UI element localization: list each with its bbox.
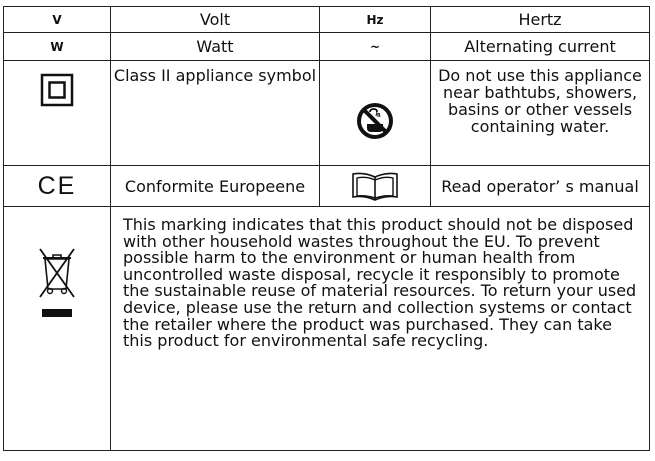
- open-book-icon: [350, 170, 400, 202]
- table-row: [4, 207, 650, 451]
- class2-icon-cell: [4, 61, 111, 166]
- weee-paragraph: This marking indicates that this product should not be disposed with other household wastes throughout the EU. To prevent possible harm to the environment or human health from uncontrolled waste disposal, recycle it responsibly to promote the sustainable reuse of material resources. To return your used device, please use the return and collection systems or contact the retailer where the product was purchased. They can take this product for environmental safe recycling.: [111, 207, 650, 451]
- manual-label: Read operator’ s manual: [431, 166, 650, 207]
- class2-label: Class II appliance symbol: [111, 61, 320, 166]
- hertz-symbol: Hz: [320, 7, 431, 33]
- ce-mark: CE: [37, 171, 77, 200]
- table-row: [4, 61, 650, 166]
- no-water-icon-cell: [320, 61, 431, 166]
- crossed-bin-icon: [37, 245, 77, 321]
- watt-label: Watt: [111, 33, 320, 61]
- ce-icon-cell: [4, 166, 111, 207]
- table-row: [4, 7, 650, 33]
- watt-symbol: W: [4, 33, 111, 61]
- table-row: [4, 166, 650, 207]
- table-row: [4, 33, 650, 61]
- weee-icon-cell: [4, 207, 111, 451]
- volt-symbol: V: [4, 7, 111, 33]
- symbols-table: [3, 6, 650, 451]
- no-water-label: Do not use this appliance near bathtubs, showers, basins or other vessels containing water.: [431, 61, 650, 166]
- double-square-icon: [40, 73, 74, 107]
- manual-icon-cell: [320, 166, 431, 207]
- ac-label: Alternating current: [431, 33, 650, 61]
- ac-symbol: ~: [320, 33, 431, 61]
- ce-label: Conformite Europeene: [111, 166, 320, 207]
- volt-label: Volt: [111, 7, 320, 33]
- hertz-label: Hertz: [431, 7, 650, 33]
- no-bathtub-icon: [356, 102, 394, 140]
